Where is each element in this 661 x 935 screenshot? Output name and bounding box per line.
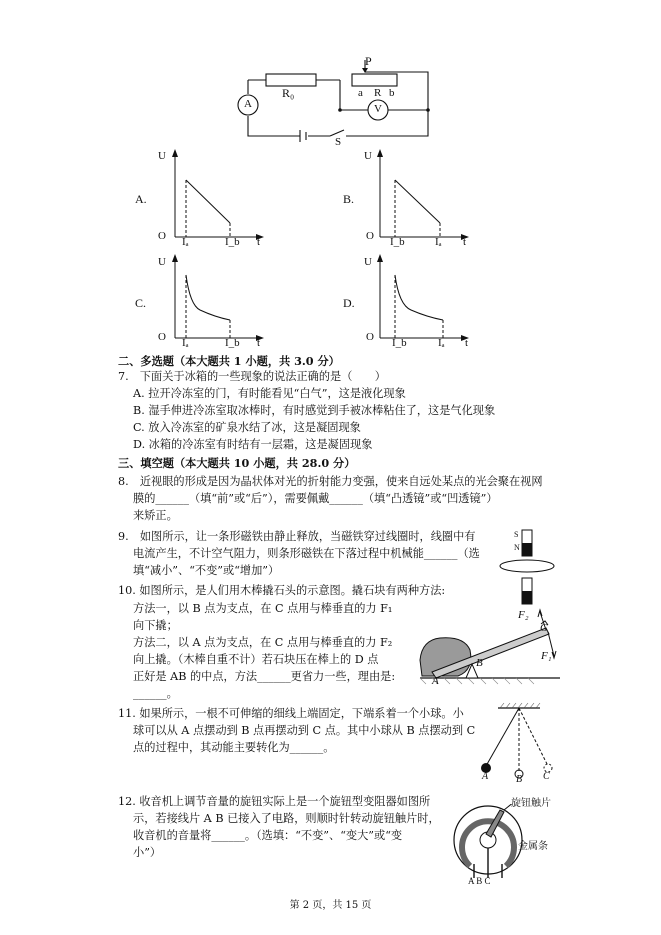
graph-a-t: t — [257, 236, 261, 248]
voltmeter-label: V — [374, 103, 382, 115]
q10-line-6: 正好是 AB 的中点，方法______更省力一些，理由是: — [133, 670, 396, 683]
magnet-n-label: N — [514, 543, 520, 552]
graph-b-t: t — [463, 236, 467, 248]
option-a-label: A. — [135, 192, 147, 206]
q12-line-4: 小”） — [133, 846, 162, 859]
metal-strip-label: 金属条 — [518, 841, 548, 852]
q10-line-5: 向上撬。（木棒自重不计）若石块压在棒上的 D 点 — [133, 653, 379, 666]
graph-b-u: U — [364, 150, 372, 162]
knob-abc-label: A B C — [468, 876, 491, 886]
graph-b-x2: Iₐ — [435, 236, 442, 248]
q8-line-3: 来矫正。 — [133, 509, 178, 522]
q10-line-7: ______。 — [133, 687, 178, 700]
q7-option-d: D. 冰箱的冷冻室有时结有一层霜，这是凝固现象 — [133, 438, 373, 451]
graph-c-x1: Iₐ — [182, 337, 189, 349]
q9-line-3: 填“减小”、“不变”或“增加”） — [133, 564, 280, 577]
option-c-label: C. — [135, 296, 147, 310]
graph-c-t: t — [257, 337, 261, 349]
graph-b-o: O — [366, 230, 374, 242]
section-3-heading: 三、填空题（本大题共 10 小题，共 28.0 分） — [118, 456, 356, 470]
graph-d-u: U — [364, 256, 372, 268]
lever-c-label: C — [540, 622, 548, 634]
lever-f2-label: F₂ — [518, 609, 529, 621]
q12-line-3: 收音机的音量将______。（选填：“不变”、“变大”或“变 — [133, 829, 403, 842]
q9-line-1: 9. 如图所示，让一条形磁铁由静止释放，当磁铁穿过线圈时，线圈中有 — [118, 530, 476, 543]
ammeter-label: A — [244, 98, 252, 110]
b-label: b — [389, 87, 395, 99]
page-footer: 第 2 页，共 15 页 — [289, 900, 372, 911]
lever-b-label: B — [476, 657, 483, 669]
graph-c-x2: I_b — [225, 337, 240, 349]
magnet-coil-figure — [498, 526, 558, 610]
graph-c-o: O — [158, 331, 166, 343]
graph-d-x1: I_b — [392, 337, 407, 349]
q8-line-1: 8. 近视眼的形成是因为晶状体对光的折射能力变强，使来自远处某点的光会聚在视网 — [118, 475, 543, 488]
q10-line-3: 向下撬； — [133, 619, 178, 632]
q8-line-2: 膜的______（填“前”或“后”），需要佩戴______（填“凸透镜”或“凹透镜”） — [133, 492, 498, 505]
p-label: P — [365, 54, 372, 68]
graph-d-x2: Iₐ — [438, 337, 445, 349]
graph-d-t: t — [465, 337, 469, 349]
r-label: R — [374, 87, 382, 99]
knob-figure — [448, 804, 528, 878]
q10-line-2: 方法一，以 B 点为支点，在 C 点用与棒垂直的力 F₁ — [133, 602, 393, 615]
graph-d-o: O — [366, 331, 374, 343]
graph-a-x2: I_b — [225, 236, 240, 248]
q9-line-2: 电流产生，不计空气阻力，则条形磁铁在下落过程中机械能______（选 — [133, 547, 480, 560]
q10-line-1: 10. 如图所示，是人们用木棒撬石头的示意图。撬石块有两种方法: — [118, 584, 446, 597]
q10-line-4: 方法二，以 A 点为支点，在 C 点用与棒垂直的力 F₂ — [133, 636, 393, 649]
q7-option-b: B. 湿手伸进冷冻室取冰棒时，有时感觉到手被冰棒粘住了，这是气化现象 — [133, 404, 496, 417]
q7-option-c: C. 放入冷冻室的矿泉水结了冰，这是凝固现象 — [133, 421, 361, 434]
option-d-label: D. — [343, 296, 355, 310]
switch-label: S — [335, 136, 342, 148]
graph-c — [150, 250, 275, 350]
option-b-label: B. — [343, 192, 355, 206]
magnet-s-label: S — [514, 530, 519, 539]
lever-f1-label: F₁ — [541, 650, 552, 662]
q11-line-2: 球可以从 A 点摆动到 B 点再摆动到 C 点。其中小球从 B 点摆动到 C — [133, 724, 476, 737]
graph-b-x1: I_b — [390, 236, 405, 248]
a-label: a — [358, 87, 363, 99]
pendulum-c-label: C — [543, 771, 550, 782]
q12-line-1: 12. 收音机上调节音量的旋钮实际上是一个旋钮型变阻器如图所 — [118, 795, 431, 808]
r0-label: R₀ — [282, 86, 295, 100]
graph-a-o: O — [158, 230, 166, 242]
q7-option-a: A. 拉开冷冻室的门，有时能看见“白气”，这是液化现象 — [133, 387, 406, 400]
graph-a — [150, 145, 275, 250]
knob-contact-label: 旋钮触片 — [511, 798, 551, 809]
graph-c-u: U — [158, 256, 166, 268]
q12-line-2: 示，若接线片 A B 已接入了电路，则顺时针转动旋钮触片时， — [133, 812, 440, 825]
graph-a-x1: Iₐ — [182, 236, 189, 248]
q11-line-1: 11. 如果所示，一根不可伸缩的细线上端固定，下端系着一个小球。小 — [118, 707, 464, 720]
section-2-heading: 二、多选题（本大题共 1 小题，共 3.0 分） — [118, 354, 340, 368]
q11-line-3: 点的过程中，其动能主要转化为______。 — [133, 741, 335, 754]
q7-stem: 7. 下面关于冰箱的一些现象的说法正确的是（ ） — [118, 370, 386, 383]
pendulum-b-label: B — [516, 774, 523, 785]
graph-a-u: U — [158, 150, 166, 162]
pendulum-a-label: A — [482, 771, 489, 782]
lever-a-label: A — [432, 675, 439, 687]
